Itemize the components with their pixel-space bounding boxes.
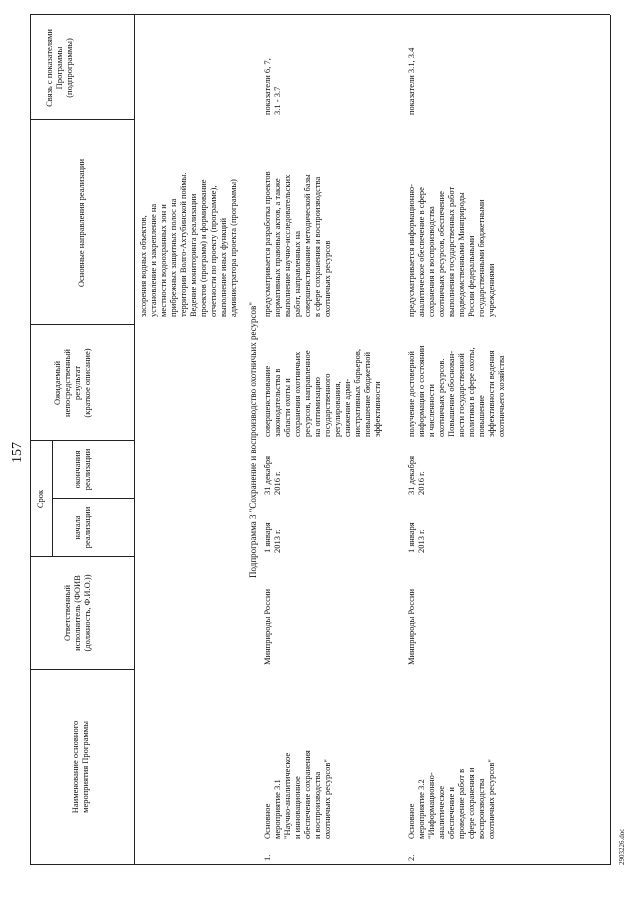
col-divider <box>30 556 134 557</box>
term-subheader-line <box>52 441 53 557</box>
header-link: Связь с показателями Программы (подпрограммы) <box>44 29 74 107</box>
table-border-left <box>30 864 610 865</box>
row-start: 1 января 2013 г. <box>406 522 426 553</box>
col-divider <box>30 119 134 120</box>
footer-filename: 2903226.doc <box>618 828 626 865</box>
row-directions: предусматривается информационно- аналитическое обеспечение в сфере сохранения и воспроизводства охотничьих ресурсов, обеспечение выполнения государственных работ подведомственными Минприроды России федеральными государственными бюджетными учреждениями <box>406 184 496 317</box>
table-border-right <box>30 14 610 15</box>
page-number: 157 <box>10 442 25 463</box>
row-executor: Минприроды России <box>262 588 272 665</box>
row-name: Основное мероприятие 3.2 "Информационно- аналитическое обеспечение и проведение работ в сфере сохранения и воспроизводства охотничьих ресурсов" <box>406 759 496 839</box>
table-border-bottom <box>610 15 611 865</box>
header-term-start: начала реализации <box>72 506 92 549</box>
row-number: 1. <box>262 854 272 861</box>
row-link: показатели 6, 7, 3.1 - 3.7 <box>262 58 282 115</box>
header-name: Наименование основного мероприятия Программы <box>70 720 90 814</box>
header-border <box>134 15 135 865</box>
row-end: 31 декабря 2016 г. <box>406 456 426 495</box>
header-executor: Ответственный исполнитель (ФОИВ (должность, Ф.И.О.)) <box>62 574 92 652</box>
row-name: Основное мероприятие 3.1 "Научно-аналитическое и инновационное обеспечение сохранения и воспроизводства охотничьих ресурсов" <box>262 750 332 839</box>
row-link: показатели 3.1, 3.4 <box>406 47 416 115</box>
row-result: получение достоверной информации о состоянии и численности охотничьих ресурсов. Повышение обоснован- ности государственной политики в сфере охоты, повышение эффективности ведения охотничьего хозяйства <box>406 345 506 437</box>
header-term-end: окончания реализации <box>72 448 92 491</box>
row-end: 31 декабря 2016 г. <box>262 456 282 495</box>
subprogram-title: Подпрограмма 3 "Сохранение и воспроизводство охотничьих ресурсов" <box>248 302 258 578</box>
row-directions: предусматривается разработка проектов нормативных правовых актов, а также выполнение научно-исследовательских работ, направленных на совершенствование методической базы в сфере сохранения и воспроизводства охотничьих ресурсов <box>262 171 332 317</box>
header-directions: Основные направления реализации <box>76 158 86 288</box>
row-number: 2. <box>406 854 416 861</box>
row-result: совершенствование законодательства в области охоты и сохранения охотничьих ресурсов, направленное на оптимизацию государственного регулирования, снижение адми- нистративных барьеров, повышение бюджетной эффективности <box>262 348 382 437</box>
continuation-text: засорения водных объектов, установление и закрепление на местности водоохранных зон и прибрежных защитных полос на территории Волго-Ахтубинской поймы. Ведение мониторинга реализации проектов (программ) и формирование отчетности по проекту (программе), выполнение иных функций администратора проекта (программы) <box>138 172 238 317</box>
header-term: Срок <box>35 489 45 509</box>
col-divider <box>52 498 134 499</box>
row-executor: Минприроды России <box>406 588 416 665</box>
header-result: Ожидаемый непосредственный результат (краткое описание) <box>52 348 92 418</box>
row-start: 1 января 2013 г. <box>262 522 282 553</box>
col-divider <box>30 440 134 441</box>
program-table <box>30 15 610 865</box>
col-divider <box>30 669 134 670</box>
col-divider <box>30 324 134 325</box>
